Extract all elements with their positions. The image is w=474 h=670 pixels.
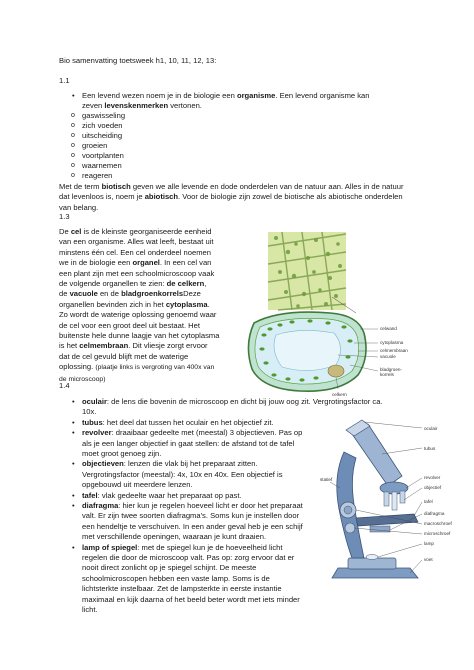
label-celwand: celwand (380, 326, 397, 331)
part-description-line: Vergrotingsfactor (meestal): 4x, 10x en 40x. Een objectief is (82, 469, 283, 479)
plant-cell-diagram (240, 305, 408, 400)
part-description: : lenzen die vlak bij het preparaat zitten. (123, 459, 258, 469)
label-tafel: tafel (424, 499, 433, 504)
label-oculair: oculair (424, 426, 438, 431)
part-description-line: maximaal en kijk daarna of het beeld beter wordt met iets minder (82, 594, 300, 604)
label-lamp: lamp (424, 541, 434, 546)
part-description: : met de spiegel kun je de hoeveelheid licht (137, 542, 283, 552)
label-vacuole: vacuole (380, 354, 396, 359)
part-term: diafragma (82, 501, 119, 510)
part-description-line: opgebouwd uit meerdere lenzen. (82, 480, 193, 490)
microscope-part-item (72, 542, 312, 616)
list-item: o uitscheiding (71, 131, 123, 140)
part-term: lamp of spiegel (82, 542, 138, 552)
microscope-part-item (72, 428, 312, 459)
part-description: : de lens die bovenin de microscoop en dicht bij jouw oog zit. Vergrotingsfactor ca. (106, 397, 383, 406)
label-cytoplasma: cytoplasma (380, 340, 404, 345)
paragraph-cel: De cel is de kleinste georganiseerde eenheid van een organisme. Alles wat leeft, bestaat uit minstens één cel. Een cel onderdeel noemen we in de biologie een organel. In een cel van een plant zijn met een schoolmicroscoop vaak de volgende organellen te zien: de celkern, de vacuole en de bladgroenkorrelsDeze organellen bevinden zich in het cytoplasma. Zo wordt de waterige oplossing genoemd waar de cel voor een groot deel uit bestaat. Het buitenste hele dunne laagje van het cytoplasma is het celmembraan. Dit vliesje zorgt ervoor dat de cel gevuld blijft met de waterige oplossing. (plaatje links is vergroting van 400x van de microscoop) (59, 227, 220, 383)
microscope-part-item (72, 417, 312, 428)
microscope-part-item (72, 490, 312, 501)
heading-1-3: 1.3 (59, 212, 70, 221)
part-description: : hier kun je regelen hoeveel licht er door het preparaat (118, 501, 303, 510)
label-korrels: korrels (380, 372, 394, 377)
microscope-part-item (72, 459, 312, 490)
label-bladgroen: bladgroen- (380, 367, 402, 372)
bullet-icon: • (72, 91, 75, 100)
label-celkern: celkern (332, 392, 347, 397)
list-item: o reageren (71, 171, 113, 180)
part-term: tafel (82, 490, 98, 500)
bullet-icon: • (72, 490, 75, 500)
heading-1-1: 1.1 (59, 76, 70, 85)
circle-bullet-icon: o (71, 172, 75, 179)
part-description-line: lichtsterkte instelbaar. Zet de lampsterkte in eerste instantie (82, 584, 282, 594)
document-title: Bio samenvatting toetsweek h1, 10, 11, 12, 13: (59, 56, 217, 65)
part-description-line: schoolmicroscopen hebben een vaste lamp. Soms is de (82, 573, 270, 583)
label-macroschroef: macroschroef (424, 521, 452, 526)
circle-bullet-icon: o (71, 122, 75, 129)
bullet-icon: • (72, 417, 75, 427)
microscope-part-item (72, 397, 452, 418)
part-description-line: licht. (82, 605, 98, 615)
label-tubus: tubus (424, 446, 436, 451)
part-term: objectieven (82, 459, 124, 469)
label-microschroef: microschroef (424, 531, 451, 536)
bullet-icon: • (72, 542, 75, 552)
part-description-line: als je een langer objectief in gaat stellen: de afstand tot de tafel (82, 438, 295, 448)
bullet-icon: • (72, 428, 75, 438)
bullet-organisme: • Een levend wezen noem je in de biologie een organisme. Een levend organisme kan zeven levenskenmerken vertonen. (72, 91, 370, 111)
list-item: o waarnemen (71, 161, 122, 170)
part-term: revolver (82, 428, 112, 438)
part-description-line: een hendeltje te verschuiven. In een ander geval heb je een schijf (82, 521, 303, 531)
part-description: : vlak gedeelte waar het preparaat op past. (97, 490, 242, 500)
part-term: tubus (82, 417, 103, 427)
paragraph-biotisch: Met de term biotisch geven we alle levende en dode onderdelen van de natuur aan. Alles in de natuur dat levenloos is, noem je abiotisch. Voor de biologie zijn zowel de biotische als abiotische onderdelen van belang. (59, 182, 404, 212)
label-celmembraan: celmembraan (380, 348, 408, 353)
heading-1-4: 1.4 (59, 381, 70, 390)
microscope-part-item (72, 501, 312, 543)
circle-bullet-icon: o (71, 152, 75, 159)
part-description-line: regelen die door de microscoop valt. Pas op: zorg ervoor dat er (82, 553, 295, 562)
part-term: oculair (82, 397, 107, 406)
part-description: : het deel dat tussen het oculair en het objectief zit. (102, 417, 274, 427)
circle-bullet-icon: o (71, 112, 75, 119)
list-item: o voortplanten (71, 151, 124, 160)
bullet-icon: • (72, 459, 75, 469)
circle-bullet-icon: o (71, 132, 75, 139)
part-description-line: nooit direct zonlicht op je spiegel schijnt. De meeste (82, 563, 257, 573)
part-description-line: met verschillende openingen, waaraan je kunt draaien. (82, 532, 267, 542)
label-voet: voet (424, 557, 433, 562)
label-revolver: revolver (424, 475, 441, 480)
bullet-icon: • (72, 397, 75, 406)
list-item: o zich voeden (71, 121, 123, 130)
list-item: o groeien (71, 141, 108, 150)
bullet-icon: • (72, 501, 75, 510)
part-description-line: valt. Er zijn twee soorten diafragma's. Soms kun je instellen door (82, 511, 300, 521)
circle-bullet-icon: o (71, 162, 75, 169)
part-description-line: moet groot genoeg zijn. (82, 449, 162, 458)
circle-bullet-icon: o (71, 142, 75, 149)
list-item: o gaswisseling (71, 111, 126, 120)
label-statief: statief (320, 477, 333, 482)
label-objectief: objectief (424, 485, 442, 490)
part-description: : draaibaar gedeelte met (meestal) 3 objectieven. Pas op (111, 428, 303, 438)
label-diafragma: diafragma (424, 511, 445, 516)
part-description-line: 10x. (82, 407, 97, 417)
microscope-illustration (318, 418, 466, 588)
